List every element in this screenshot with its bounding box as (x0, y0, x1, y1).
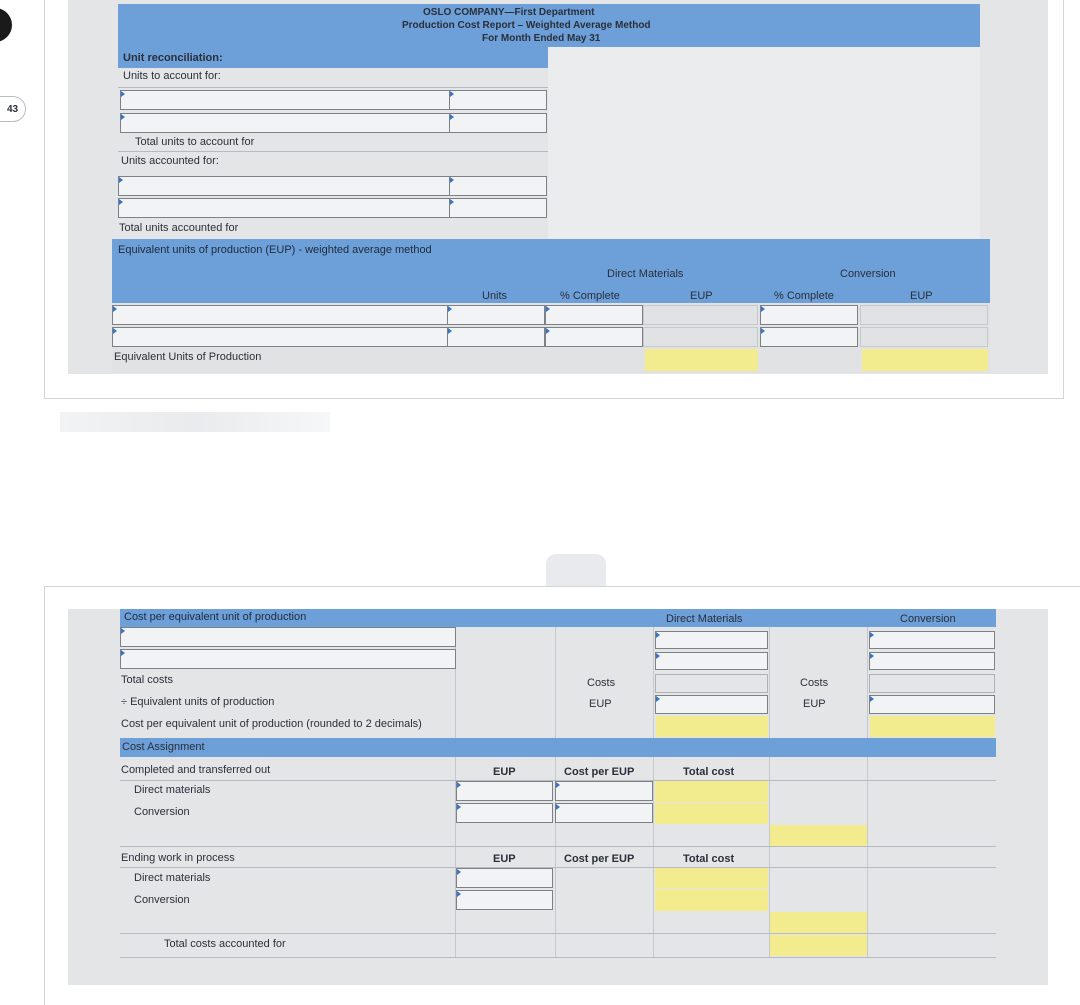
dm-cost-per-eup-cell (656, 716, 768, 737)
cost-header-label: Cost per equivalent unit of production (124, 611, 307, 623)
cost-conversion-label: Conversion (900, 613, 956, 625)
unit-reconciliation-label: Unit reconciliation: (123, 52, 223, 64)
eup-row1-conv-eup-cell (860, 305, 988, 325)
ct-conv-eup-input[interactable] (456, 803, 553, 823)
ewip-dm-total-cost-cell (655, 868, 768, 889)
ewip-conv-total-cost-cell (655, 890, 768, 911)
cost-per-eup-rounded-label: Cost per equivalent unit of production (rounded to 2 decimals) (121, 718, 422, 730)
dm-total-costs-cell (655, 674, 768, 693)
dm-eup-total-cell (645, 349, 758, 371)
eup-row1-label-input[interactable] (112, 305, 448, 325)
ending-wip-label: Ending work in process (121, 852, 235, 864)
ct-total-cell (770, 825, 867, 846)
units-accounted-label-input-1[interactable] (118, 176, 450, 196)
dm-costs-label: Costs (587, 677, 616, 689)
completed-transferred-label: Completed and transferred out (121, 764, 271, 776)
conv-eup-small-label: EUP (803, 698, 826, 710)
cost-row1-label-input[interactable] (120, 627, 456, 647)
ct-dm-cost-per-eup-input[interactable] (555, 781, 653, 801)
report-period: For Month Ended May 31 (482, 33, 601, 44)
nav-dot[interactable] (0, 8, 12, 42)
units-to-account-label-input-2[interactable] (120, 113, 450, 133)
ct-direct-materials-label: Direct materials (134, 784, 211, 796)
ct-conversion-label: Conversion (134, 806, 190, 818)
total-units-to-account-for-label: Total units to account for (135, 136, 255, 148)
conv-total-costs-cell (869, 674, 995, 693)
conv-eup-divisor-input[interactable] (869, 695, 995, 714)
units-accounted-value-input-1[interactable] (449, 176, 547, 196)
ct-conv-total-cost-cell (655, 803, 768, 824)
eup-row1-conv-pct-input[interactable] (760, 305, 858, 325)
dm-pct-complete-label: % Complete (560, 290, 620, 302)
conv-eup-label: EUP (910, 290, 933, 302)
units-column-label: Units (482, 290, 508, 302)
eup-row1-dm-pct-input[interactable] (545, 305, 643, 325)
cost-row1-conv-input[interactable] (869, 631, 995, 649)
eup-row2-dm-pct-input[interactable] (545, 327, 643, 347)
ewip-cost-per-eup-col-label: Cost per EUP (564, 853, 635, 865)
total-costs-accounted-for-label: Total costs accounted for (164, 938, 286, 950)
units-accounted-for-label: Units accounted for: (121, 155, 219, 167)
ewip-total-cost-col-label: Total cost (683, 853, 735, 865)
company-title: OSLO COMPANY—First Department (423, 7, 595, 18)
ewip-conversion-label: Conversion (134, 894, 190, 906)
ct-dm-total-cost-cell (655, 781, 768, 802)
cost-row2-label-input[interactable] (120, 649, 456, 669)
eup-row2-dm-eup-cell (643, 327, 758, 347)
ewip-direct-materials-label: Direct materials (134, 872, 211, 884)
cost-row1-dm-input[interactable] (655, 631, 768, 649)
units-accounted-label-input-2[interactable] (118, 198, 450, 218)
ewip-eup-col-label: EUP (493, 853, 516, 865)
ewip-total-cell (770, 912, 867, 933)
conv-eup-total-cell (862, 349, 988, 371)
units-to-account-label-input-1[interactable] (120, 90, 450, 110)
ewip-conv-eup-input[interactable] (456, 890, 553, 910)
question-number-badge[interactable] (0, 96, 26, 122)
cost-row2-conv-input[interactable] (869, 652, 995, 670)
units-accounted-value-input-2[interactable] (449, 198, 547, 218)
conv-cost-per-eup-cell (870, 716, 995, 737)
report-title: Production Cost Report – Weighted Average Method (402, 20, 651, 31)
total-costs-accounted-cell (770, 935, 867, 956)
eup-row2-label-input[interactable] (112, 327, 448, 347)
ct-total-cost-col-label: Total cost (683, 766, 735, 778)
dm-eup-divisor-input[interactable] (655, 695, 768, 714)
eup-row1-units-input[interactable] (447, 305, 545, 325)
units-to-account-value-input-1[interactable] (449, 90, 547, 110)
divide-eup-label: ÷ Equivalent units of production (121, 696, 275, 708)
conv-pct-complete-label: % Complete (774, 290, 834, 302)
units-to-account-for-label: Units to account for: (123, 70, 221, 82)
total-costs-label: Total costs (121, 674, 173, 686)
cost-row2-dm-input[interactable] (655, 652, 768, 670)
dm-eup-label: EUP (690, 290, 713, 302)
eup-total-label: Equivalent Units of Production (114, 351, 262, 363)
blank-info-area (548, 47, 980, 239)
eup-row2-conv-pct-input[interactable] (760, 327, 858, 347)
ct-eup-col-label: EUP (493, 766, 516, 778)
cost-dm-label: Direct Materials (666, 613, 743, 625)
ewip-dm-eup-input[interactable] (456, 868, 553, 888)
ct-cost-per-eup-col-label: Cost per EUP (564, 766, 635, 778)
conversion-group-label: Conversion (840, 268, 896, 280)
blur-artifact (60, 412, 330, 432)
question-number: 43 (7, 104, 19, 115)
units-to-account-value-input-2[interactable] (449, 113, 547, 133)
dm-group-label: Direct Materials (607, 268, 684, 280)
dm-eup-small-label: EUP (589, 698, 612, 710)
total-units-accounted-for-label: Total units accounted for (119, 222, 239, 234)
eup-row2-conv-eup-cell (860, 327, 988, 347)
eup-row2-units-input[interactable] (447, 327, 545, 347)
ct-dm-eup-input[interactable] (456, 781, 553, 801)
cost-assignment-row (120, 738, 996, 757)
eup-header-label: Equivalent units of production (EUP) - weighted average method (118, 244, 432, 256)
ct-conv-cost-per-eup-input[interactable] (555, 803, 653, 823)
cost-assignment-label: Cost Assignment (122, 741, 205, 753)
eup-row1-dm-eup-cell (643, 305, 758, 325)
conv-costs-label: Costs (800, 677, 829, 689)
